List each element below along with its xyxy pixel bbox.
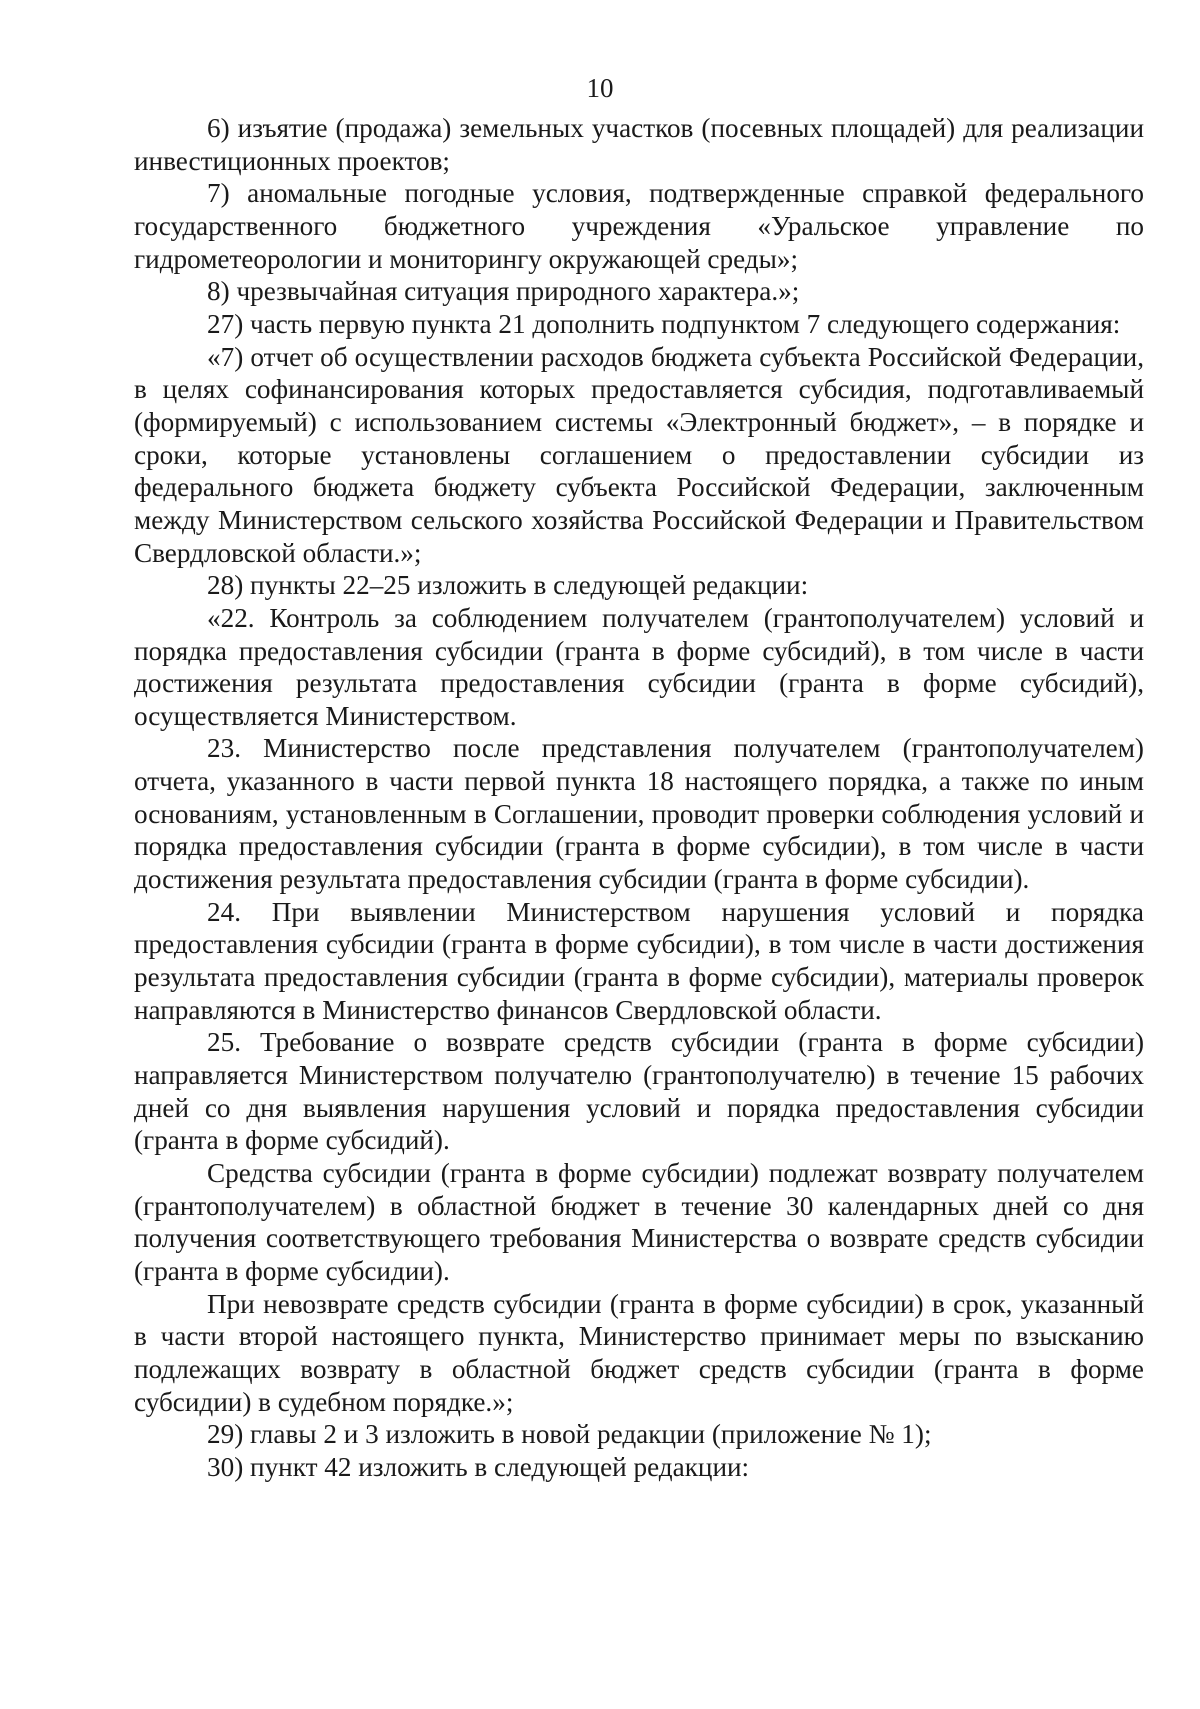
document-body: [134, 112, 1144, 1484]
paragraph-point-22: «22. Контроль за соблюдением получателем (грантополучателем) условий и порядка предоставления субсидии (гранта в форме субсидий), в том числе в части достижения результата предоставления субсидии (гранта в форме субсидий), осуществляется Министерством.: [134, 602, 1144, 731]
paragraph-item-6: 6) изъятие (продажа) земельных участков (посевных площадей) для реализации инвестиционных проектов;: [134, 113, 1144, 176]
page-number: 10: [586, 73, 614, 103]
paragraph-amendment-27: 27) часть первую пункта 21 дополнить подпунктом 7 следующего содержания:: [207, 308, 1121, 339]
paragraph-item-7: 7) аномальные погодные условия, подтвержденные справкой федерального государственного бюджетного учреждения «Уральское управление по гидрометеорологии и мониторингу окружающей среды»;: [134, 178, 1144, 274]
paragraph-item-8: 8) чрезвычайная ситуация природного характера.»;: [207, 276, 800, 307]
paragraph-amendment-28: 28) пункты 22–25 изложить в следующей редакции:: [207, 570, 809, 601]
paragraph-point-25: 25. Требование о возврате средств субсидии (гранта в форме субсидии) направляется Министерством получателю (грантополучателю) в течение 15 рабочих дней со дня выявления нарушения условий и порядка предоставления субсидии (гранта в форме субсидий).: [134, 1027, 1144, 1156]
paragraph-subitem-7-report: «7) отчет об осуществлении расходов бюджета субъекта Российской Федерации, в целях софинансирования которых предоставляется субсидия, подготавливаемый (формируемый) с использованием системы «Электронный бюджет», – в порядке и сроки, которые установлены соглашением о предоставлении субсидии из федерального бюджета бюджету субъекта Российской Федерации, заключенным между Министерством сельского хозяйства Российской Федерации и Правительством Свердловской области.»;: [134, 341, 1144, 568]
paragraph-amendment-29: 29) главы 2 и 3 изложить в новой редакции (приложение № 1);: [207, 1419, 932, 1450]
paragraph-point-24: 24. При выявлении Министерством нарушения условий и порядка предоставления субсидии (гранта в форме субсидии), в том числе в части достижения результата предоставления субсидии (гранта в форме субсидии), материалы проверок направляются в Министерство финансов Свердловской области.: [134, 896, 1144, 1025]
paragraph-point-25-part-2: Средства субсидии (гранта в форме субсидии) подлежат возврату получателем (грантополучателем) в областной бюджет в течение 30 календарных дней со дня получения соответствующего требования Министерства о возврате средств субсидии (гранта в форме субсидии).: [134, 1158, 1144, 1286]
paragraph-amendment-30: 30) пункт 42 изложить в следующей редакции:: [207, 1451, 750, 1482]
paragraph-point-23: 23. Министерство после представления получателем (грантополучателем) отчета, указанного в части первой пункта 18 настоящего порядка, а также по иным основаниям, установленным в Соглашении, проводит проверки соблюдения условий и порядка предоставления субсидии (гранта в форме субсидии), в том числе в части достижения результата предоставления субсидии (гранта в форме субсидии).: [134, 733, 1144, 895]
paragraph-point-25-part-3: При невозврате средств субсидии (гранта в форме субсидии) в срок, указанный в части второй настоящего пункта, Министерство принимает меры по взысканию подлежащих возврату в областной бюджет средств субсидии (гранта в форме субсидии) в судебном порядке.»;: [134, 1288, 1144, 1417]
